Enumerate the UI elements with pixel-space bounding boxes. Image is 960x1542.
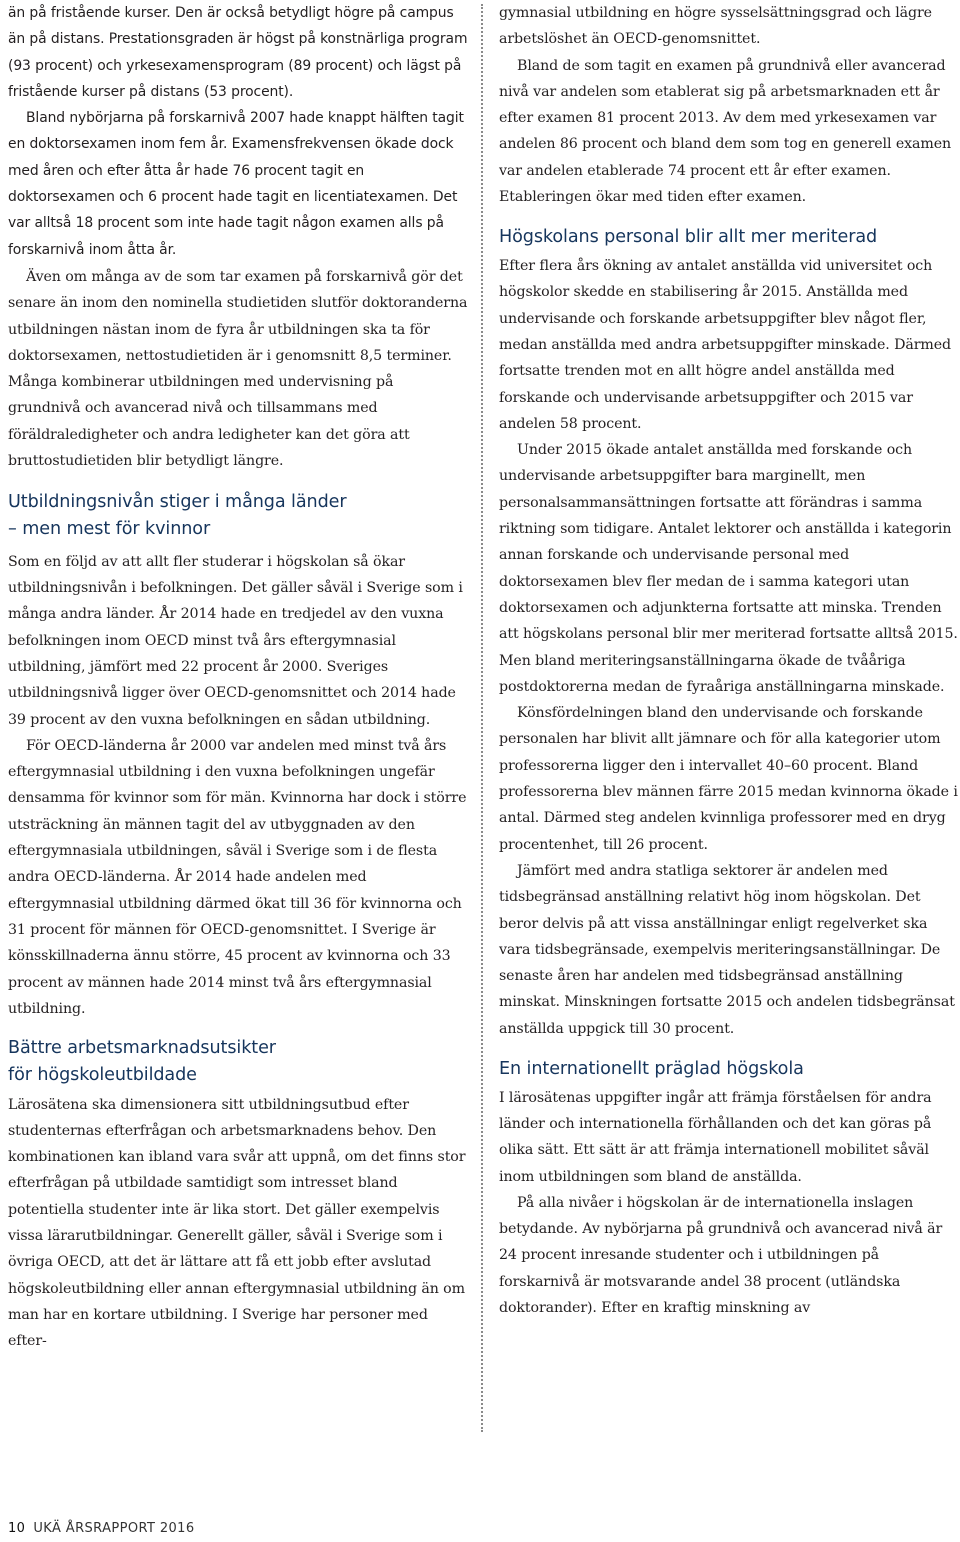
heading-line: Bättre arbetsmarknadsutsikter bbox=[8, 1038, 276, 1059]
column-divider bbox=[481, 4, 483, 1432]
paragraph: På alla nivåer i högskolan är de internationella inslagen betydande. Av nybörjarna på grundnivå och avancerad nivå är 24 procent inresande studenter och i utbildningen på forskarnivå är motsvarande andel 38 procent (utländska doktorander). Efter en kraftig minskning av bbox=[499, 1194, 943, 1317]
section-heading bbox=[8, 489, 468, 542]
paragraph: Lärosätena ska dimensionera sitt utbildningsutbud efter studenternas efterfrågan och arbetsmarknadens behov. Den kombinationen kan ibland vara svår att uppnå, om det finns stor efterfrågan på utbildade samtidigt som intresset bland potentiella studenter inte är lika stort. Det gäller exempelvis vissa lärarutbildningar. Generellt gäller, såväl i Sverige som i övriga OECD, att det är lättare att få ett jobb efter avslutad högskoleutbildning eller annan eftergymnasial utbildning än om man har en kortare utbildning. I Sverige har personer med efter- bbox=[8, 1096, 466, 1350]
paragraph: I lärosätenas uppgifter ingår att främja förståelsen för andra länder och internationella förhållanden och det kan göras på olika sätt. Ett sätt är att främja internationell mobilitet såväl inom utbildningen som bland de anställda. bbox=[499, 1089, 932, 1185]
paragraph: Efter flera års ökning av antalet anställda vid universitet och högskolor skedde en stabilisering år 2015. Anställda med undervisande och forskande arbetsuppgifter blev något fler, medan anställda med andra arbetsuppgifter minskade. Därmed fortsatte trenden mot en allt högre andel anställda med forskande och undervisande arbetsuppgifter och 2015 var andelen 58 procent. bbox=[499, 258, 952, 432]
section-heading: Högskolans personal blir allt mer meriterad bbox=[499, 227, 878, 248]
paragraph: Bland nybörjarna på forskarnivå 2007 hade knappt hälften tagit en doktorsexamen inom fem år. Examensfrekvensen ökade dock med åren och efter åtta år hade 76 procent tagit en doktorsexamen och 6 procent hade tagit en licentiatexamen. Det var alltså 18 procent som inte hade tagit någon examen alls på forskarnivå inom åtta år. bbox=[8, 110, 464, 258]
paragraph: än på fristående kurser. Den är också betydligt högre på campus än på distans. Prestationsgraden är högst på konstnärliga program (93 procent) och yrkesexamensprogram (89 procent) och lägst på fristående kurser på distans (53 procent). bbox=[8, 5, 468, 100]
paragraph: Könsfördelningen bland den undervisande och forskande personalen har blivit allt jämnare och för alla kategorier utom professorerna ligger den i intervallet 40–60 procent. Bland professorerna blev männen färre 2015 medan kvinnorna ökade i antal. Därmed steg andelen kvinnliga professorer med en dryg procentenhet, till 26 procent. bbox=[499, 705, 958, 853]
paragraph: Även om många av de som tar examen på forskarnivå gör det senare än inom den nominella studietiden slutför doktoranderna utbildningen nästan inom de fyra år utbildningen ska ta för doktorsexamen, nettostudietiden är i genomsnitt 8,5 terminer. Många kombinerar utbildningen med undervisning på grundnivå och avancerad nivå och tillsammans med föräldraledigheter och andra ledigheter kan det göra att bruttostudietiden blir betydligt längre. bbox=[8, 268, 468, 470]
publication-title: UKÄ ÅRSRAPPORT 2016 bbox=[33, 1521, 195, 1536]
paragraph: Under 2015 ökade antalet anställda med forskande och undervisande arbetsuppgifter bara marginellt, men personalsammansättningen fortsatte att förändras i samma riktning som tidigare. Antalet lektorer och anställda i kategorin annan forskande och undervisande personal med doktorsexamen blev fler medan de i samma kategori utan doktorsexamen och adjunkterna fortsatte att minska. Trenden att högskolans personal blir mer meriterad fortsatte alltså 2015. Men bland meriteringsanställningarna ökade de tvååriga postdoktorerna medan de fyraåriga anställningarna minskade. bbox=[499, 442, 958, 695]
section-heading bbox=[8, 1035, 468, 1088]
paragraph: Bland de som tagit en examen på grundnivå eller avancerad nivå var andelen som etablerat sig på arbetsmarknaden ett år efter examen 81 procent 2013. Av dem med yrkesexamen var andelen 86 procent och bland dem som tog en generell examen var andelen etablerade 74 procent ett år efter examen. Etableringen ökar med tiden efter examen. bbox=[499, 57, 952, 206]
section-heading: En internationellt präglad högskola bbox=[499, 1058, 804, 1079]
paragraph: För OECD-länderna år 2000 var andelen med minst två års eftergymnasial utbildning i den vuxna befolkningen ungefär densamma för kvinnor som för män. Kvinnorna har dock i större utsträckning än männen tagit del av utbyggnaden av den eftergymnasiala utbildningen, såväl i Sverige som i de flesta andra OECD-länderna. År 2014 hade andelen med eftergymnasial utbildning därmed ökat till 36 för kvinnorna och 31 procent för männen för OECD-genomsnittet. I Sverige är könsskillnaderna ännu större, 45 procent av kvinnorna och 33 procent av männen hade 2014 minst två års eftergymnasial utbildning. bbox=[8, 737, 467, 1017]
paragraph: gymnasial utbildning en högre sysselsättningsgrad och lägre arbetslöshet än OECD-genomsnittet. bbox=[499, 5, 932, 48]
heading-line: Utbildningsnivån stiger i många länder bbox=[8, 492, 347, 513]
paragraph: Som en följd av att allt fler studerar i högskolan så ökar utbildningsnivån i befolkningen. Det gäller såväl i Sverige som i många andra länder. År 2014 hade en tredjedel av den vuxna befolkningen inom OECD minst två års eftergymnasial utbildning, jämfört med 22 procent år 2000. Sveriges utbildningsnivå ligger över OECD-genomsnittet och 2014 hade 39 procent av den vuxna befolkningen en sådan utbildning. bbox=[8, 553, 463, 728]
left-column bbox=[8, 0, 468, 1354]
heading-line: – men mest för kvinnor bbox=[8, 519, 211, 540]
heading-line: för högskoleutbildade bbox=[8, 1064, 197, 1085]
paragraph: Jämfört med andra statliga sektorer är andelen med tidsbegränsad anställning relativt hög inom högskolan. Det beror delvis på att vissa anställningar enligt regelverket ska vara tidsbegränsade, exempelvis meriteringsanställningar. De senaste åren har andelen med tidsbegränsad anställning minskat. Minskningen fortsatte 2015 och andelen tidsbegränsat anställda uppgick till 30 procent. bbox=[499, 862, 955, 1037]
right-column bbox=[499, 0, 959, 1321]
page-footer bbox=[8, 1521, 195, 1536]
page-number: 10 bbox=[8, 1521, 26, 1536]
